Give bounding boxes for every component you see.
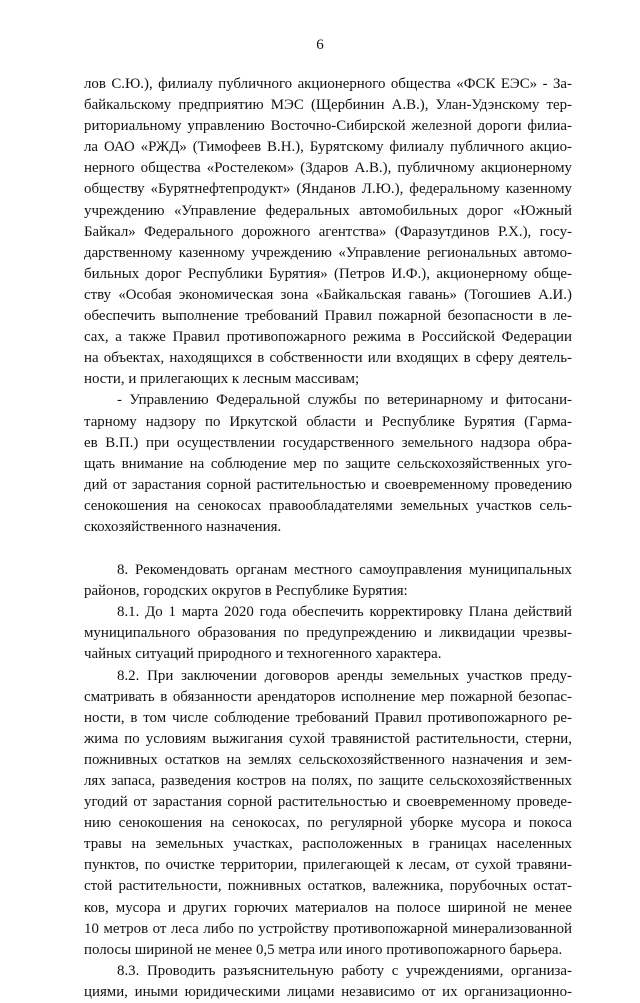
- paragraph-gap: [84, 538, 572, 560]
- text-line: муниципального образования по предупреждению и ликвидации чрезвы-: [84, 625, 572, 642]
- text-line: 10 метров от леса либо по устройству противопожарной минерализованной: [84, 920, 572, 937]
- text-line: циями, иными юридическими лицами независимо от их организационно-: [84, 983, 572, 1000]
- text-line: ности, и прилегающих к лесным массивам;: [84, 371, 360, 388]
- text-line: пожнивных остатков на землях сельскохозяйственного назначения и зем-: [84, 751, 572, 768]
- text-line: стой растительности, пожнивных остатков, валежника, порубочных остат-: [84, 878, 572, 895]
- text-line: пунктов, по очистке территории, прилегающей к лесам, от сухой травяни-: [84, 857, 572, 874]
- text-line: угодий от зарастания сорной растительностью и своевременному проведе-: [84, 794, 572, 811]
- text-line: полосы шириной не менее 0,5 метра или иного противопожарного барьера.: [84, 941, 563, 958]
- text-line: сматривать в обязанности арендаторов исполнение мер пожарной безопас-: [84, 688, 572, 705]
- text-line: нию сенокошения на сенокосах, по регулярной уборке мусора и покоса: [84, 815, 572, 832]
- text-line: байкальскому предприятию МЭС (Щербинин А.В.), Улан-Удэнскому тер-: [84, 97, 572, 114]
- document-body: [84, 74, 572, 1003]
- text-line: 8.2. При заключении договоров аренды земельных участков преду-: [117, 667, 572, 684]
- text-line: жима по условиям выжигания сухой травянистой растительности, стерни,: [84, 730, 572, 747]
- page-number: 6: [316, 37, 324, 53]
- text-line: ев В.П.) при осуществлении государственного земельного надзора обра-: [84, 434, 572, 451]
- text-line: Байкал» Федерального дорожного агентства» (Фаразутдинов Р.Х.), госу-: [84, 223, 572, 240]
- text-line: сенокошения на сенокосах правообладателями земельных участков сель-: [84, 497, 572, 514]
- text-line: обеспечить выполнение требований Правил пожарной безопасности в ле-: [84, 308, 572, 325]
- text-line: скохозяйственного назначения.: [84, 518, 282, 535]
- text-line: лях запаса, разведения костров на полях, по защите сельскохозяйственных: [84, 773, 572, 789]
- text-line: 8.1. До 1 марта 2020 года обеспечить корректировку Плана действий: [117, 604, 572, 621]
- text-line: - Управлению Федеральной службы по ветеринарному и фитосани-: [117, 392, 572, 409]
- text-line: бильных дорог Республики Бурятия» (Петров И.Ф.), акционерному обще-: [84, 265, 572, 282]
- paragraph: [84, 390, 572, 538]
- text-line: ности, в том числе соблюдение требований Правил противопожарного ре-: [84, 709, 572, 726]
- text-line: чайных ситуаций природного и техногенного характера.: [84, 646, 442, 663]
- text-line: нерного общества «Ростелеком» (Здаров А.В.), публичному акционерному: [84, 160, 572, 177]
- text-line: травы на земельных участках, расположенных в границах населенных: [84, 836, 572, 853]
- text-line: ков, мусора и других горючих материалов на полосе шириной не менее: [84, 899, 572, 916]
- paragraph: [84, 961, 572, 1003]
- text-line: на объектах, находящихся в собственности или входящих в сферу деятель-: [84, 350, 572, 367]
- text-line: дий от зарастания сорной растительностью и своевременному проведению: [84, 476, 572, 493]
- text-line: учреждению «Управление федеральных автомобильных дорог «Южный: [84, 202, 572, 219]
- paragraph: [84, 602, 572, 665]
- text-line: ству «Особая экономическая зона «Байкальская гавань» (Тогошиев А.И.): [84, 286, 572, 303]
- text-line: 8. Рекомендовать органам местного самоуправления муниципальных: [117, 562, 572, 579]
- paragraph: [84, 74, 572, 390]
- paragraph: [84, 560, 572, 602]
- text-line: щать внимание на соблюдение мер по защите сельскохозяйственных уго-: [84, 455, 572, 472]
- text-line: лов С.Ю.), филиалу публичного акционерного общества «ФСК ЕЭС» - За-: [84, 76, 572, 92]
- text-line: районов, городских округов в Республике Бурятия:: [84, 583, 408, 600]
- text-line: ла ОАО «РЖД» (Тимофеев В.Н.), Бурятскому филиалу публичного акцио-: [84, 139, 572, 156]
- text-line: сах, а также Правил противопожарного режима в Российской Федерации: [84, 329, 572, 346]
- text-line: обществу «Бурятнефтепродукт» (Янданов Л.Ю.), федеральному казенному: [84, 181, 572, 198]
- paragraph: [84, 666, 572, 961]
- text-line: тарному надзору по Иркутской области и Республике Бурятия (Гарма-: [84, 413, 572, 430]
- text-line: риториальному управлению Восточно-Сибирской железной дороги филиа-: [84, 118, 572, 135]
- text-line: дарственному казенному учреждению «Управление региональных автомо-: [84, 244, 572, 261]
- text-line: 8.3. Проводить разъяснительную работу с учреждениями, организа-: [117, 962, 572, 979]
